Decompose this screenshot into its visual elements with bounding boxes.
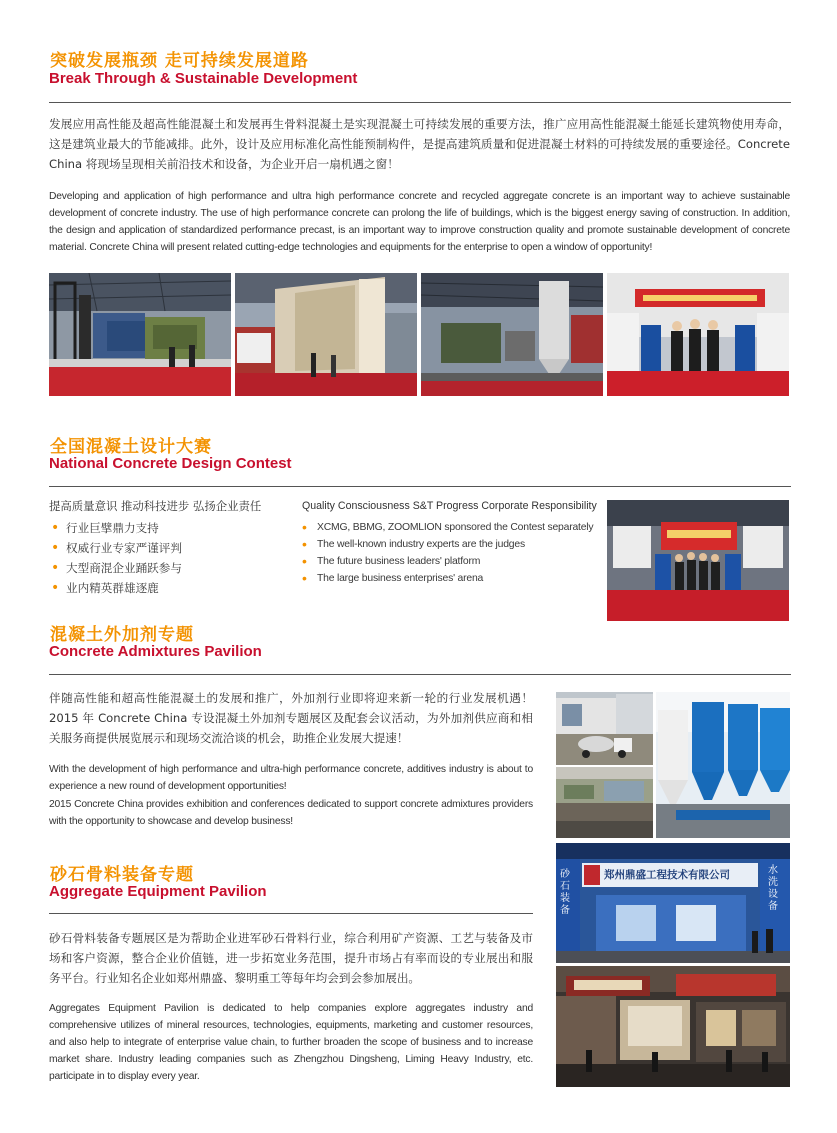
section1-rule	[49, 102, 791, 103]
section3-paragraph-cn: 伴随高性能和超高性能混凝土的发展和推广，外加剂行业即将迎来新一轮的行业发展机遇！ 2015 年 Concrete China 专设混凝土外加剂专题展区及配套会议活动，为外加剂供应商和相关服务商提供展览展示和现场交流洽谈的机会，助推企业发展大提速！	[49, 691, 533, 745]
photo-exhibition-booth	[235, 273, 417, 396]
list-item: • XCMG, BBMG, ZOOMLION sponsored the Contest separately	[300, 519, 593, 536]
photo-contest-winners	[607, 500, 789, 621]
section2-bullet-list-cn	[49, 518, 182, 598]
photo-mixing-plant	[556, 692, 653, 765]
section4-title-en: Aggregate Equipment Pavilion	[49, 883, 267, 900]
section3-paragraph-en-1: With the development of high performance and ultra-high performance concrete, additives industry is about to experience a new round of development opportunities!	[49, 764, 533, 792]
booth-company-sign: 郑州鼎盛工程技术有限公司	[604, 869, 730, 881]
list-item: • 大型商混企业踊跃参与	[49, 558, 182, 578]
list-item: • 行业巨擘鼎力支持	[49, 518, 182, 538]
section1-paragraph-en: Developing and application of high performance and ultra high performance concrete and recycled aggregate concrete is an important way to achieve sustainable development of concrete industry. The use of high performance concrete can prolong the life of buildings, which is the biggest energy saving of construction. In addition, the design and application of standardized performance precast, is an important way to improve construction quality and promote sustainable development of concrete material. Concrete China will present related cutting-edge technologies and equipments for the enterprise to open a window of opportunity!	[49, 191, 790, 253]
list-item: • 权威行业专家严谨评判	[49, 538, 182, 558]
section2-subtitle-en: Quality Consciousness S&T Progress Corporate Responsibility	[302, 500, 597, 512]
section3-title-en: Concrete Admixtures Pavilion	[49, 643, 262, 660]
section2-bullet-list-en	[300, 519, 593, 587]
section1-title-en: Break Through & Sustainable Development	[49, 70, 358, 87]
section3-paragraph-en-2: 2015 Concrete China provides exhibition and conferences dedicated to support concrete admixtures providers with the opportunity to showcase and develop business!	[49, 799, 533, 827]
list-item: • The well-known industry experts are the judges	[300, 536, 593, 553]
section2-rule	[49, 486, 791, 487]
booth-side-sign-right: 水洗设备	[768, 865, 778, 912]
photo-exhibition-silo	[421, 273, 603, 396]
photo-exhibition-machinery	[49, 273, 231, 396]
photo-exhibition-hall	[556, 966, 790, 1087]
section1-paragraph-cn: 发展应用高性能及超高性能混凝土和发展再生骨料混凝土是实现混凝土可持续发展的重要方法，推广应用高性能混凝土能延长建筑物使用寿命，这是建筑业最大的节能减排。此外，设计及应用标准化高性能预制构件，是提高建筑质量和促进混凝土材料的可持续发展的重要途径。Concrete China 将现场呈现相关前沿技术和设备，为企业开启一扇机遇之窗！	[49, 117, 790, 171]
list-item: • The future business leaders' platform	[300, 553, 593, 570]
list-item: • 业内精英群雄逐鹿	[49, 578, 182, 598]
section2-subtitle-cn: 提高质量意识 推动科技进步 弘扬企业责任	[49, 499, 262, 513]
list-item: • The large business enterprises' arena	[300, 570, 593, 587]
section1-title-cn: 突破发展瓶颈 走可持续发展道路	[50, 51, 309, 71]
section3-title-cn: 混凝土外加剂专题	[50, 625, 194, 645]
section2-title-cn: 全国混凝土设计大赛	[50, 437, 212, 457]
photo-blue-silos	[656, 692, 790, 838]
photo-award-ceremony	[607, 273, 789, 396]
section4-title-cn: 砂石骨料装备专题	[50, 865, 194, 885]
section4-rule	[49, 913, 533, 914]
section4-paragraph-cn: 砂石骨料装备专题展区是为帮助企业进军砂石骨料行业，综合利用矿产资源、工艺与装备及市场和客户资源，整合企业价值链，进一步拓宽业务范围，提升市场占有率而设的专业展出和服务平台。行业知名企业如郑州鼎盛、黎明重工等每年均会到会参加展出。	[49, 931, 533, 985]
section3-rule	[49, 674, 791, 675]
section4-paragraph-en: Aggregates Equipment Pavilion is dedicated to help companies explore aggregates industry and comprehensive utilizes of mineral resources, technologies, equipments, marketing and customer resources, and also help to integrate of enterprise value chain, to further broaden the scope of business and to increase market share. Industry leading companies such as Zhengzhou Dingsheng, Liming Heavy Industry, etc. participate in to display every year.	[49, 1003, 533, 1082]
photo-aggregate-booth	[556, 843, 790, 963]
photo-construction-site	[556, 767, 653, 838]
booth-side-sign-left: 砂石装备	[560, 869, 570, 916]
section2-title-en: National Concrete Design Contest	[49, 455, 292, 472]
